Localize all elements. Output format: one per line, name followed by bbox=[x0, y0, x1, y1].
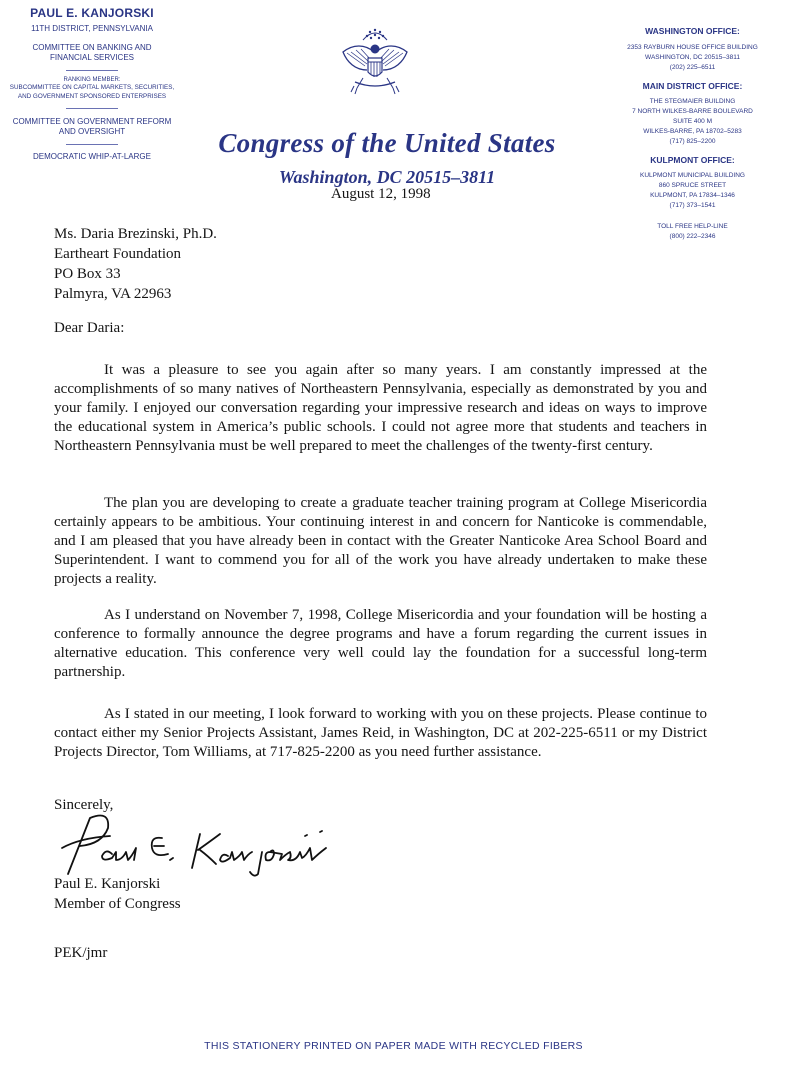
divider bbox=[66, 70, 118, 71]
body-paragraph: As I understand on November 7, 1998, College Misericordia and your foundation will be hosting a conference to formally announce the degree programs and have a forum regarding the current issues in alternative education. This conference very well could lay the foundation for a successful long-term partnership. bbox=[54, 607, 707, 680]
letterhead-left bbox=[2, 6, 182, 162]
kulpmont-office-line: KULPMONT MUNICIPAL BUILDING bbox=[640, 172, 745, 179]
address-line: PO Box 33 bbox=[54, 266, 121, 282]
body-paragraph: The plan you are developing to create a graduate teacher training program at College Misericordia certainly appears to be ambitious. Your continuing interest in and concern for Nanticoke is commendable, and I am pleased that you have already been in contact with the Greater Nanticoke Area School Board and Superintendent. I want to commend you for all of the work you have already undertaken to make these projects a reality. bbox=[54, 495, 707, 587]
divider bbox=[66, 108, 118, 109]
reference-initials: PEK/jmr bbox=[54, 945, 108, 961]
closing: Sincerely, bbox=[54, 797, 114, 813]
body-paragraph: As I stated in our meeting, I look forward to working with you on these projects. Please continue to contact either my Senior Projects Assistant, James Reid, in Washington, DC at 202-225-6511 or my District Projects Director, Tom Williams, at 717-825-2200 as you need further assistance. bbox=[54, 706, 707, 760]
congress-title: Congress of the United States bbox=[218, 128, 556, 158]
district: 11TH DISTRICT, PENNSYLVANIA bbox=[31, 24, 153, 33]
washington-office-line: WASHINGTON, DC 20515–3811 bbox=[645, 54, 740, 61]
ranking-member-label: RANKING MEMBER: bbox=[63, 77, 121, 83]
body-paragraph: It was a pleasure to see you again after so many years. I am constantly impressed at the accomplishments of so many natives of Northeastern Pennsylvania, especially as demonstrated by you and your family. I enjoyed our conversation regarding your impressive research and ideas on ways to improve the educational system in America’s public schools. I could not agree more that students and teachers in Northeastern Pennsylvania must be well prepared to meet the challenges of the twenty-first century. bbox=[54, 362, 707, 454]
representative-name: PAUL E. KANJORSKI bbox=[30, 6, 154, 20]
divider bbox=[66, 144, 118, 145]
whip-title: DEMOCRATIC WHIP-AT-LARGE bbox=[33, 152, 151, 161]
kulpmont-office-heading: KULPMONT OFFICE: bbox=[650, 155, 735, 165]
help-line-phone: (800) 222–2346 bbox=[669, 233, 716, 240]
committee-banking: COMMITTEE ON BANKING AND FINANCIAL SERVICES bbox=[32, 43, 152, 62]
main-district-office-line: 7 NORTH WILKES-BARRE BOULEVARD bbox=[632, 108, 753, 115]
washington-office-heading: WASHINGTON OFFICE: bbox=[645, 26, 740, 36]
washington-office-line: 2353 RAYBURN HOUSE OFFICE BUILDING bbox=[627, 44, 758, 51]
main-district-office-heading: MAIN DISTRICT OFFICE: bbox=[642, 81, 743, 91]
salutation: Dear Daria: bbox=[54, 320, 125, 336]
committee-government-reform: COMMITTEE ON GOVERNMENT REFORM AND OVERSIGHT bbox=[12, 117, 172, 136]
address-line: Palmyra, VA 22963 bbox=[54, 286, 172, 302]
handwritten-signature bbox=[50, 808, 350, 878]
eagle-seal-icon bbox=[337, 22, 413, 100]
main-district-office-line: SUITE 400 M bbox=[672, 118, 712, 125]
signer-name: Paul E. Kanjorski bbox=[54, 876, 161, 892]
main-district-office-line: THE STEGMAIER BUILDING bbox=[649, 98, 736, 105]
help-line-label: TOLL FREE HELP-LINE bbox=[657, 223, 728, 230]
letter-date: August 12, 1998 bbox=[331, 186, 431, 202]
subcommittee: SUBCOMMITTEE ON CAPITAL MARKETS, SECURITIES, AND GOVERNMENT SPONSORED ENTERPRISES bbox=[9, 84, 175, 100]
washington-office-phone: (202) 225–6511 bbox=[669, 64, 716, 71]
kulpmont-office-line: KULPMONT, PA 17834–1346 bbox=[650, 192, 735, 199]
kulpmont-office-line: 860 SPRUCE STREET bbox=[658, 182, 727, 189]
kulpmont-office-phone: (717) 373–1541 bbox=[669, 202, 716, 209]
address-line: Ms. Daria Brezinski, Ph.D. bbox=[54, 226, 217, 242]
letterhead-right bbox=[600, 26, 785, 242]
main-district-office-line: WILKES-BARRE, PA 18702–5283 bbox=[643, 128, 742, 135]
signer-title: Member of Congress bbox=[54, 896, 181, 912]
stationery-footer: THIS STATIONERY PRINTED ON PAPER MADE WITH RECYCLED FIBERS bbox=[204, 1040, 583, 1052]
city-line: Washington, DC 20515–3811 bbox=[278, 167, 496, 187]
signer-block bbox=[54, 874, 181, 914]
main-district-office-phone: (717) 825–2200 bbox=[669, 138, 716, 145]
address-line: Eartheart Foundation bbox=[54, 246, 182, 262]
recipient-address bbox=[54, 224, 217, 304]
